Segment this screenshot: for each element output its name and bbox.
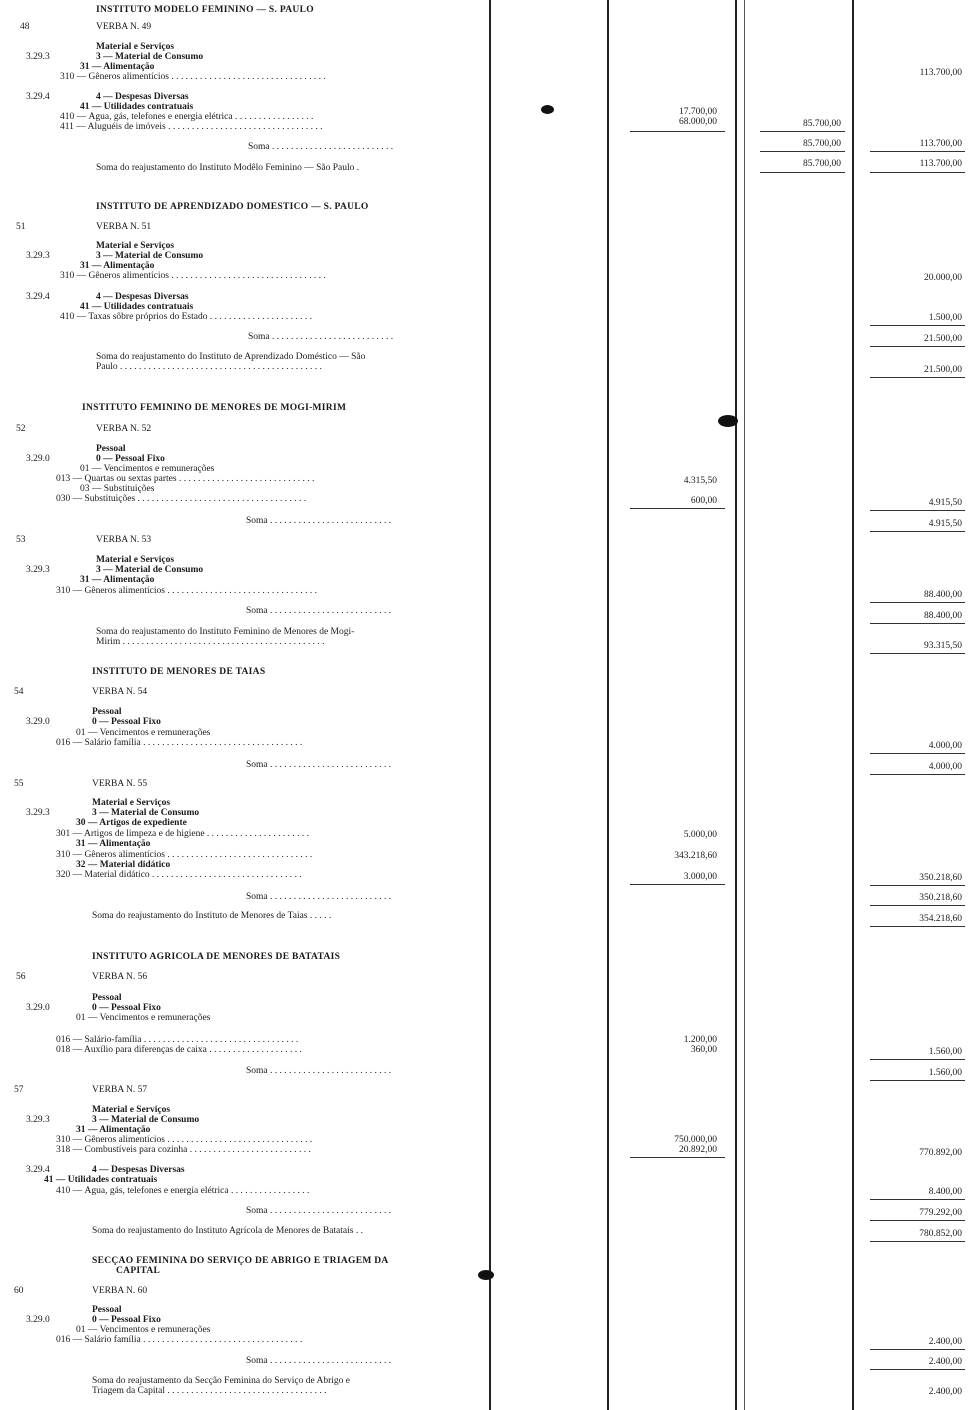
amount-value: 85.700,00 [803,139,841,149]
text-line: 60 [14,1286,24,1296]
text-line: Material e Serviços [96,241,175,251]
amount-value: 780.852,00 [919,1229,962,1239]
text-line: 030 — Substituições . . . . . . . . . . . . . . . . . . . . . . . . . . . . . . . . . . . . [56,494,307,504]
text-line: INSTITUTO MODELO FEMININO — S. PAULO [96,5,314,15]
text-line: Soma . . . . . . . . . . . . . . . . . . . . . . . . . . [246,760,392,770]
text-line: VERBA N. 57 [92,1085,148,1095]
amount-value: 17.700,00 [679,107,717,117]
column-rule-4 [744,0,745,1410]
text-line: Mirim . . . . . . . . . . . . . . . . . . . . . . . . . . . . . . . . . . . . . . . . . . . [96,637,325,647]
subtotal-rule [760,131,845,132]
text-line: 3.29.0 [26,454,50,464]
amount-value: 4.915,50 [928,519,962,529]
text-line: VERBA N. 54 [92,687,148,697]
text-line: VERBA N. 49 [96,22,152,32]
text-line: Soma . . . . . . . . . . . . . . . . . . . . . . . . . . [246,606,392,616]
amount-value: 113.700,00 [919,68,962,78]
amount-value: 1.500,00 [928,313,962,323]
text-line: 4 — Despesas Diversas [92,1165,185,1175]
text-line: Pessoal [92,1305,122,1315]
subtotal-rule [870,885,965,886]
subtotal-rule [630,131,725,132]
text-line: 3.29.3 [26,1115,50,1125]
text-line: VERBA N. 52 [96,424,152,434]
amount-value: 4.000,00 [928,762,962,772]
text-line: 31 — Alimentação [76,1125,151,1135]
text-line: 31 — Alimentação [80,62,155,72]
text-line: Soma . . . . . . . . . . . . . . . . . . . . . . . . . . [246,892,392,902]
text-line: Soma do reajustamento do Instituto de Aprendizado Doméstico — São [96,352,366,362]
subtotal-rule [870,510,965,511]
text-line: 3.29.0 [26,717,50,727]
amount-value: 600,00 [690,496,717,506]
text-line: 410 — Taxas sôbre próprios do Estado . . . . . . . . . . . . . . . . . . . . . . [60,312,312,322]
text-line: 0 — Pessoal Fixo [92,717,161,727]
text-line: 3 — Material de Consumo [96,565,204,575]
text-line: 0 — Pessoal Fixo [96,454,165,464]
text-line: 411 — Aluguéis de imóveis . . . . . . . . . . . . . . . . . . . . . . . . . . . . . . . . . [60,122,323,132]
text-line: INSTITUTO DE MENORES DE TAIAS [92,667,266,677]
text-line: Soma do reajustamento do Instituto Feminino de Menores de Mogi- [96,627,355,637]
amount-value: 4.915,50 [928,498,962,508]
subtotal-rule [870,346,965,347]
text-line: 51 [16,222,26,232]
amount-value: 88.400,00 [924,590,962,600]
text-line: 3.29.4 [26,92,50,102]
subtotal-rule [870,602,965,603]
subtotal-rule [760,151,845,152]
text-line: Paulo . . . . . . . . . . . . . . . . . . . . . . . . . . . . . . . . . . . . . . . . . . . [96,362,322,372]
text-line: Soma do reajustamento do Instituto Agrícola de Menores de Batatais . . [92,1226,363,1236]
subtotal-rule [630,884,725,885]
text-line: 4 — Despesas Diversas [96,292,189,302]
amount-value: 113.700,00 [919,159,962,169]
amount-value: 5.000,00 [683,830,717,840]
text-line: Soma do reajustamento da Secção Feminina do Serviço de Abrigo e [92,1376,351,1386]
column-rule-5 [852,0,854,1410]
text-line: VERBA N. 56 [92,972,148,982]
text-line: SECÇÃO FEMININA DO SERVIÇO DE ABRIGO E TRIAGEM DA [92,1256,389,1266]
amount-value: 350.218,60 [919,893,962,903]
text-line: 0 — Pessoal Fixo [92,1003,161,1013]
amount-value: 354.218,60 [919,914,962,924]
subtotal-rule [870,531,965,532]
text-line: Material e Serviços [92,798,171,808]
text-line: 301 — Artigos de limpeza e de higiene . . . . . . . . . . . . . . . . . . . . . . [56,829,310,839]
amount-value: 68.000,00 [679,117,717,127]
text-line: Soma . . . . . . . . . . . . . . . . . . . . . . . . . . [248,142,394,152]
text-line: 320 — Material didático . . . . . . . . . . . . . . . . . . . . . . . . . . . . . . . . [56,870,302,880]
subtotal-rule [630,1157,725,1158]
amount-value: 88.400,00 [924,611,962,621]
subtotal-rule [870,1349,965,1350]
amount-value: 350.218,60 [919,873,962,883]
subtotal-rule [870,172,965,173]
text-line: 01 — Vencimentos e remunerações [76,728,211,738]
text-line: Triagem da Capital . . . . . . . . . . . . . . . . . . . . . . . . . . . . . . . . . . [92,1386,327,1396]
text-line: 52 [16,424,26,434]
ink-blot [541,105,554,114]
text-line: Soma . . . . . . . . . . . . . . . . . . . . . . . . . . [246,516,392,526]
subtotal-rule [870,151,965,152]
text-line: Soma . . . . . . . . . . . . . . . . . . . . . . . . . . [246,1206,392,1216]
amount-value: 750.000,00 [674,1135,717,1145]
amount-value: 770.892,00 [919,1148,962,1158]
text-line: 48 [20,22,30,32]
text-line: 3.29.0 [26,1315,50,1325]
text-line: 3.29.0 [26,1003,50,1013]
subtotal-rule [870,1241,965,1242]
amount-value: 2.400,00 [928,1387,962,1397]
text-line: 310 — Gêneros alimentícios . . . . . . . . . . . . . . . . . . . . . . . . . . . . . . . [56,1135,313,1145]
subtotal-rule [870,1080,965,1081]
text-line: 3 — Material de Consumo [96,251,204,261]
text-line: 55 [14,779,24,789]
amount-value: 21.500,00 [924,334,962,344]
text-line: 3 — Material de Consumo [92,808,200,818]
amount-value: 113.700,00 [919,139,962,149]
text-line: Soma do reajustamento do Instituto Modêlo Feminino — São Paulo . [96,163,360,173]
text-line: INSTITUTO DE APRENDIZADO DOMESTICO — S. PAULO [96,202,369,212]
text-line: 018 — Auxílio para diferenças de caixa . . . . . . . . . . . . . . . . . . . . [56,1045,302,1055]
amount-value: 93.315,50 [924,641,962,651]
subtotal-rule [870,325,965,326]
text-line: 318 — Combustíveis para cozinha . . . . . . . . . . . . . . . . . . . . . . . . . . [56,1145,311,1155]
text-line: 310 — Gêneros alimentícios . . . . . . . . . . . . . . . . . . . . . . . . . . . . . . . . . [60,271,326,281]
text-line: 3.29.3 [26,52,50,62]
text-line: INSTITUTO AGRICOLA DE MENORES DE BATATAIS [92,952,341,962]
text-line: VERBA N. 51 [96,222,152,232]
ink-blot [478,1270,494,1280]
text-line: 31 — Alimentação [76,839,151,849]
subtotal-rule [630,508,725,509]
text-line: 3 — Material de Consumo [92,1115,200,1125]
amount-value: 343.218,60 [674,851,717,861]
subtotal-rule [760,172,845,173]
text-line: 310 — Gêneros alimentícios . . . . . . . . . . . . . . . . . . . . . . . . . . . . . . . [56,850,313,860]
text-line: 41 — Utilidades contratuais [44,1175,158,1185]
text-line: 4 — Despesas Diversas [96,92,189,102]
text-line: 54 [14,687,24,697]
text-line: 01 — Vencimentos e remunerações [76,1013,211,1023]
text-line: 310 — Gêneros alimentícios . . . . . . . . . . . . . . . . . . . . . . . . . . . . . . . . [56,586,317,596]
text-line: 01 — Vencimentos e remunerações [80,464,215,474]
text-line: 016 — Salário-família . . . . . . . . . . . . . . . . . . . . . . . . . . . . . . . . . [56,1035,299,1045]
column-rule-3 [735,0,737,1410]
amount-value: 779.292,00 [919,1208,962,1218]
subtotal-rule [870,1369,965,1370]
text-line: 41 — Utilidades contratuais [80,302,194,312]
text-line: 3.29.4 [26,1165,50,1175]
subtotal-rule [870,926,965,927]
text-line: 32 — Material didático [76,860,171,870]
text-line: Material e Serviços [96,555,175,565]
amount-value: 360,00 [690,1045,717,1055]
text-line: VERBA N. 53 [96,535,152,545]
text-line: 3 — Material de Consumo [96,52,204,62]
amount-value: 2.400,00 [928,1337,962,1347]
text-line: 56 [16,972,26,982]
amount-value: 21.500,00 [924,365,962,375]
text-line: 3.29.3 [26,565,50,575]
text-line: Material e Serviços [96,42,175,52]
amount-value: 1.560,00 [928,1047,962,1057]
text-line: 410 — Água, gás, telefones e energia elétrica . . . . . . . . . . . . . . . . . [60,112,314,122]
text-line: 57 [14,1085,24,1095]
subtotal-rule [870,905,965,906]
amount-value: 1.200,00 [683,1035,717,1045]
text-line: 3.29.3 [26,808,50,818]
text-line: 013 — Quartas ou sextas partes . . . . . . . . . . . . . . . . . . . . . . . . . . . . . [56,474,315,484]
amount-value: 20.892,00 [679,1145,717,1155]
text-line: 53 [16,535,26,545]
amount-value: 85.700,00 [803,119,841,129]
text-line: 016 — Salário família . . . . . . . . . . . . . . . . . . . . . . . . . . . . . . . . . . [56,738,303,748]
text-line: 01 — Vencimentos e remunerações [76,1325,211,1335]
amount-value: 3.000,00 [683,872,717,882]
text-line: Soma . . . . . . . . . . . . . . . . . . . . . . . . . . [246,1066,392,1076]
amount-value: 85.700,00 [803,159,841,169]
text-line: 0 — Pessoal Fixo [92,1315,161,1325]
text-line: Pessoal [92,993,122,1003]
text-line: 410 — Água, gás, telefones e energia elétrica . . . . . . . . . . . . . . . . . [56,1186,310,1196]
column-rule-1 [489,0,491,1410]
amount-value: 4.315,50 [683,476,717,486]
text-line: 30 — Artigos de expediente [76,818,187,828]
text-line: 31 — Alimentação [80,261,155,271]
text-line: 41 — Utilidades contratuais [80,102,194,112]
column-rule-2 [607,0,609,1410]
ink-blot [718,415,738,427]
subtotal-rule [870,774,965,775]
amount-value: 1.560,00 [928,1068,962,1078]
text-line: Soma . . . . . . . . . . . . . . . . . . . . . . . . . . [248,332,394,342]
text-line: Pessoal [92,707,122,717]
text-line: CAPITAL [116,1266,161,1276]
subtotal-rule [870,1199,965,1200]
text-line: 016 — Salário família . . . . . . . . . . . . . . . . . . . . . . . . . . . . . . . . . . [56,1335,303,1345]
text-line: 3.29.4 [26,292,50,302]
subtotal-rule [870,623,965,624]
text-line: INSTITUTO FEMININO DE MENORES DE MOGI-MIRIM [82,403,347,413]
text-line: Pessoal [96,444,126,454]
text-line: Soma do reajustamento do Instituto de Menores de Taias . . . . . [92,911,332,921]
amount-value: 8.400,00 [928,1187,962,1197]
amount-value: 2.400,00 [928,1357,962,1367]
subtotal-rule [870,653,965,654]
text-line: 310 — Gêneros alimentícios . . . . . . . . . . . . . . . . . . . . . . . . . . . . . . . . . [60,72,326,82]
subtotal-rule [870,753,965,754]
text-line: 31 — Alimentação [80,575,155,585]
text-line: 03 — Substituições [80,484,155,494]
text-line: 3.29.3 [26,251,50,261]
subtotal-rule [870,1059,965,1060]
amount-value: 20.000,00 [924,273,962,283]
text-line: Material e Serviços [92,1105,171,1115]
amount-value: 4.000,00 [928,741,962,751]
text-line: VERBA N. 60 [92,1286,148,1296]
text-line: VERBA N. 55 [92,779,148,789]
subtotal-rule [870,377,965,378]
text-line: Soma . . . . . . . . . . . . . . . . . . . . . . . . . . [246,1356,392,1366]
subtotal-rule [870,1220,965,1221]
